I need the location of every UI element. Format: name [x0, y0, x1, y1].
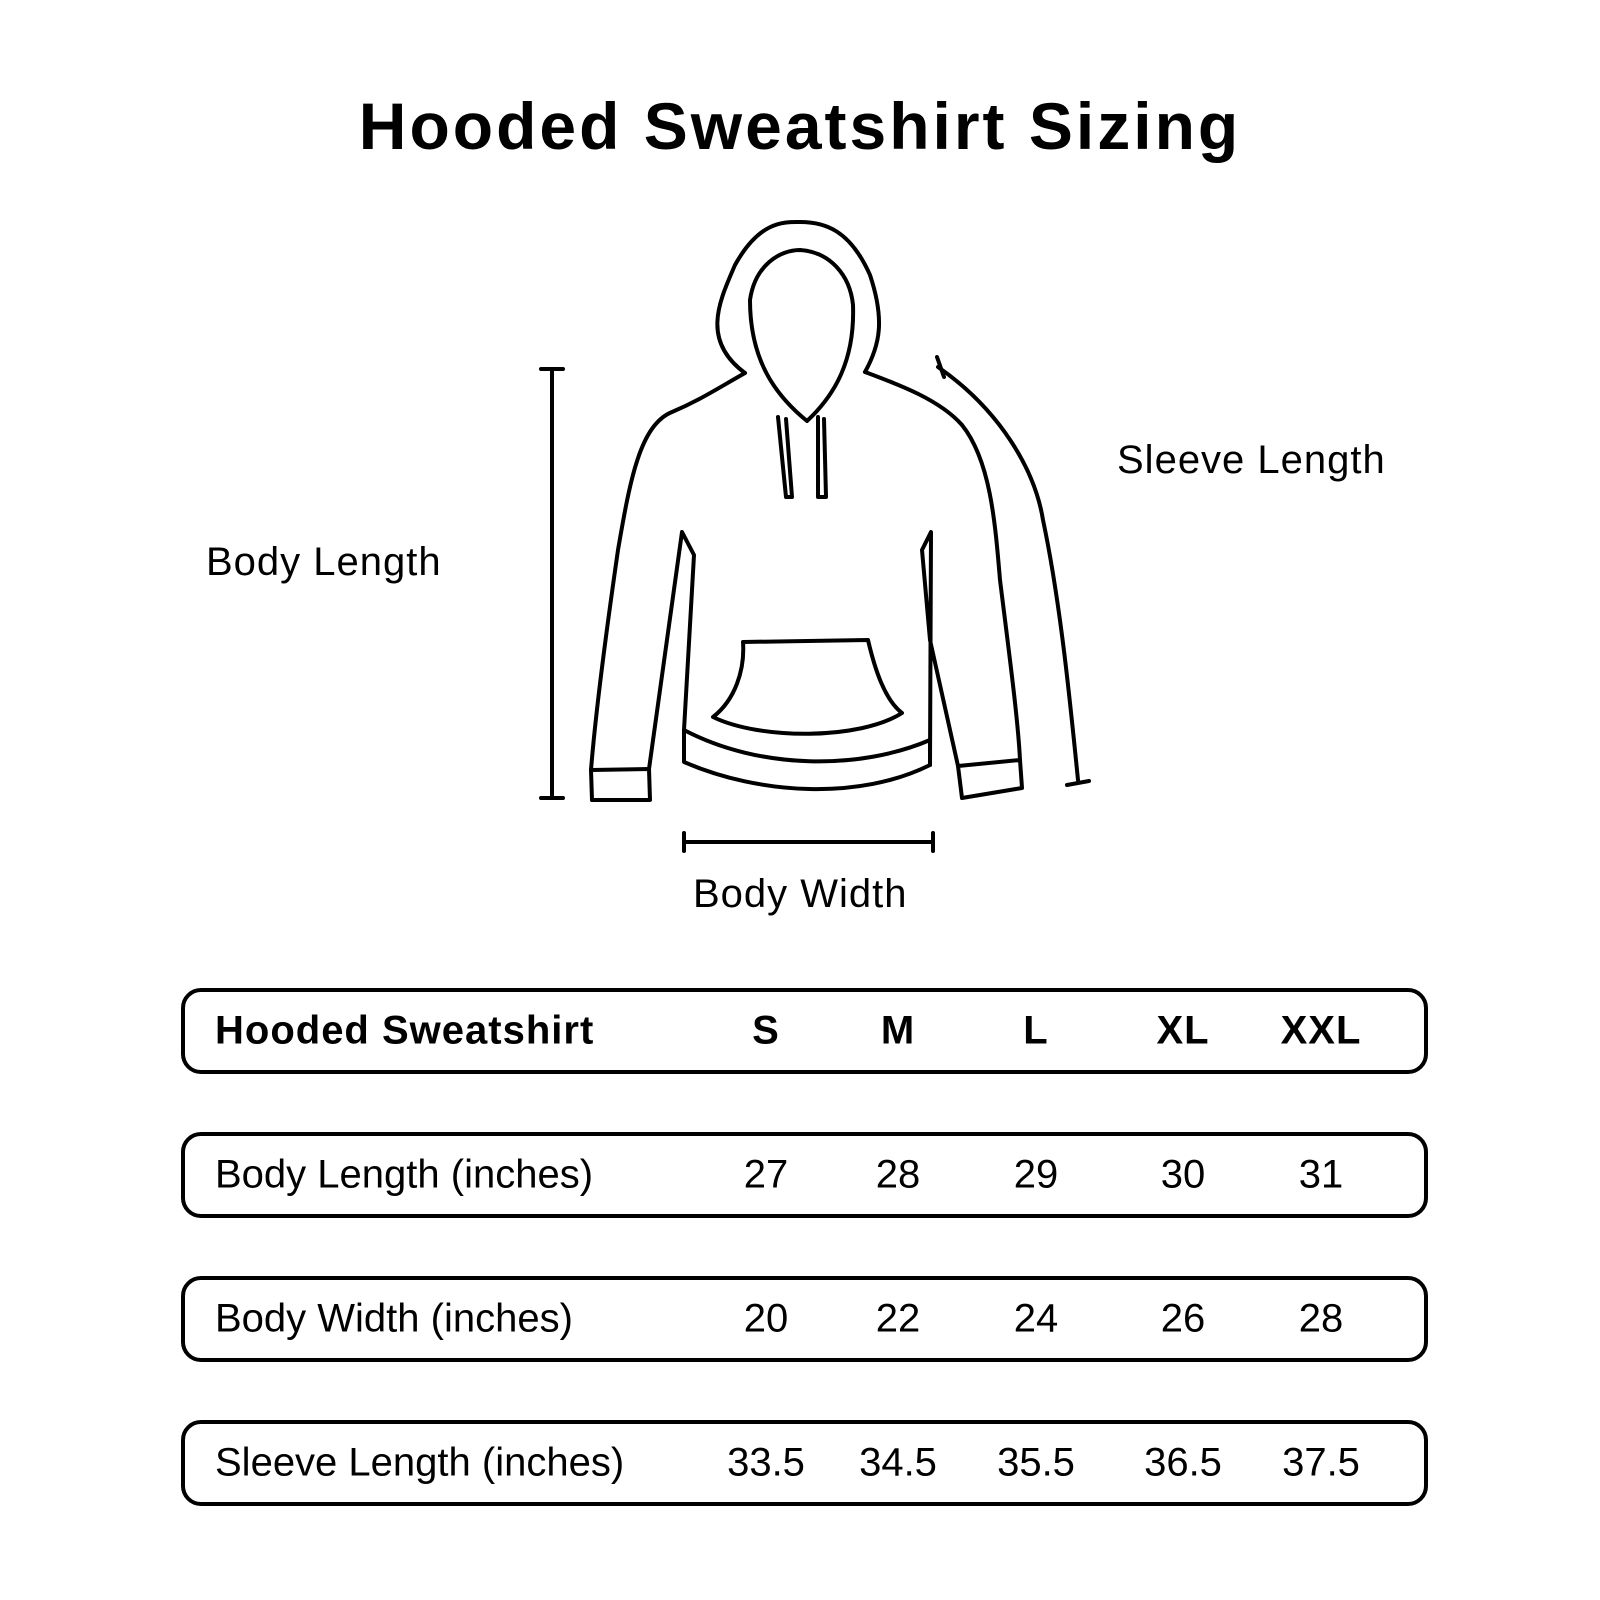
- table-cell: 31: [1298, 1152, 1344, 1197]
- drawstring-right: [818, 417, 826, 497]
- header-label: Hooded Sweatshirt: [215, 1008, 595, 1053]
- page-title: Hooded Sweatshirt Sizing: [358, 89, 1242, 163]
- sleeve-length-label: Sleeve Length: [1117, 438, 1386, 482]
- body-width-row: [181, 1276, 1428, 1362]
- table-cell: 26: [1160, 1296, 1206, 1341]
- row-label: Body Width (inches): [215, 1296, 573, 1341]
- cuff-right: [958, 760, 1022, 798]
- table-cell: 28: [875, 1152, 921, 1197]
- size-m: M: [880, 1008, 916, 1053]
- size-l: L: [1023, 1008, 1049, 1053]
- hood-inner-outline: [750, 250, 853, 421]
- table-cell: 30: [1160, 1152, 1206, 1197]
- size-table-header-row: [181, 988, 1428, 1074]
- size-s: S: [752, 1008, 780, 1053]
- table-cell: 36.5: [1144, 1440, 1222, 1485]
- cuff-left: [591, 769, 650, 800]
- body-length-label: Body Length: [206, 540, 442, 584]
- body-length-measure-line: [541, 369, 563, 798]
- kangaroo-pocket: [713, 640, 902, 734]
- table-cell: 37.5: [1282, 1440, 1360, 1485]
- table-cell: 29: [1013, 1152, 1059, 1197]
- sleeve-inner-right: [922, 532, 958, 766]
- body-length-row: [181, 1132, 1428, 1218]
- table-cell: 22: [875, 1296, 921, 1341]
- sleeve-length-row: [181, 1420, 1428, 1506]
- table-cell: 35.5: [997, 1440, 1075, 1485]
- waistband: [684, 730, 930, 789]
- table-cell: 28: [1298, 1296, 1344, 1341]
- row-label: Sleeve Length (inches): [215, 1440, 625, 1485]
- size-xxl: XXL: [1280, 1008, 1362, 1053]
- table-cell: 20: [743, 1296, 789, 1341]
- drawstring-left: [778, 417, 792, 497]
- body-width-label: Body Width: [693, 872, 908, 916]
- hood-outer-outline: [717, 222, 879, 373]
- size-xl: XL: [1156, 1008, 1210, 1053]
- table-cell: 34.5: [859, 1440, 937, 1485]
- table-cell: 27: [743, 1152, 789, 1197]
- table-cell: 24: [1013, 1296, 1059, 1341]
- row-label: Body Length (inches): [215, 1152, 594, 1197]
- body-width-measure-line: [684, 833, 933, 851]
- table-cell: 33.5: [727, 1440, 805, 1485]
